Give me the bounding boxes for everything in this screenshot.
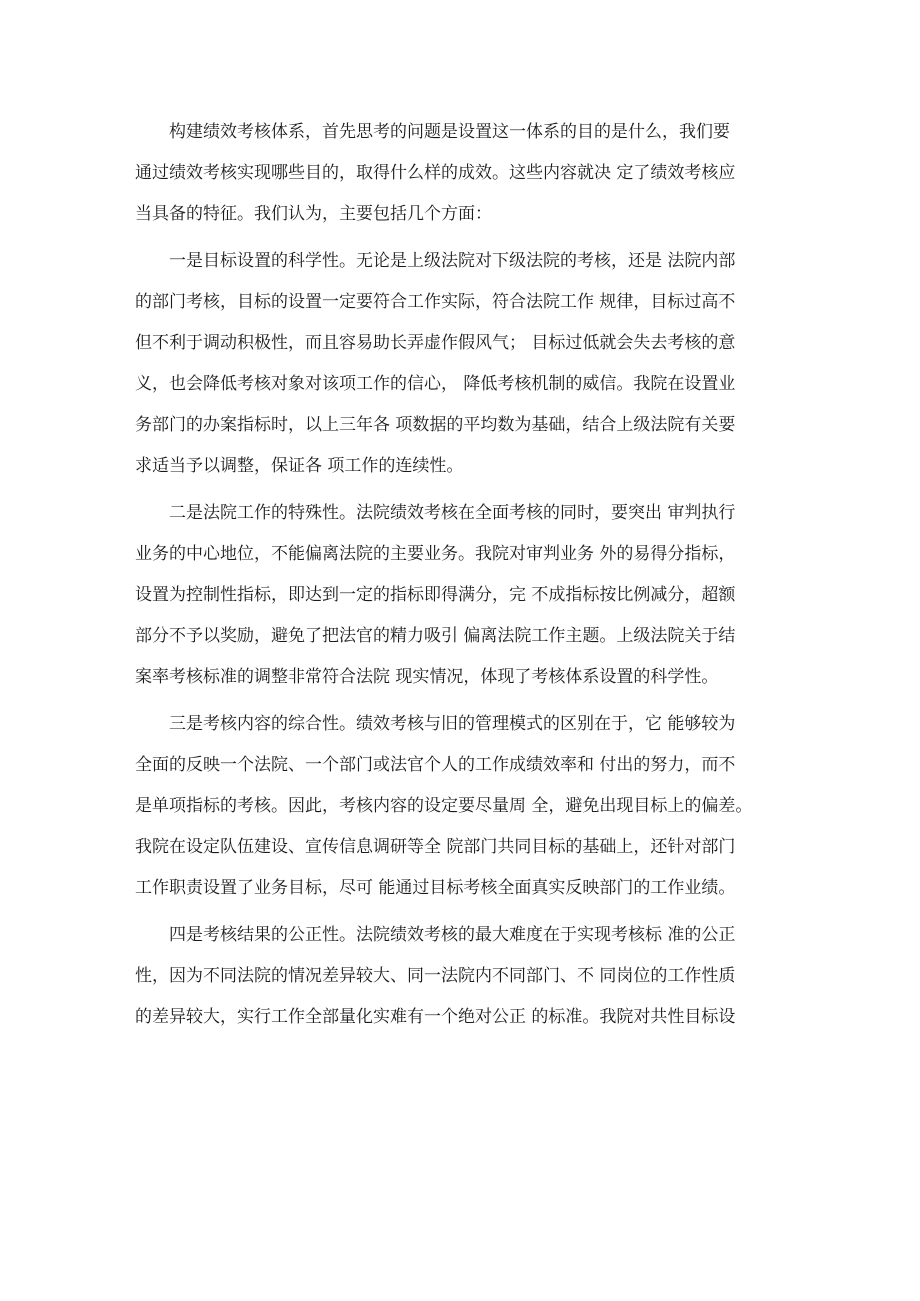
paragraph-intro: [135, 112, 795, 235]
text-line: 设置为控制性指标，即达到一定的指标即得满分，完 不成指标按比例减分，超额: [135, 585, 736, 605]
text-line: 三是考核内容的综合性。绩效考核与旧的管理模式的区别在于，它 能够较为: [169, 714, 736, 734]
text-line: 的差异较大，实行工作全部量化实难有一个绝对公正 的标准。我院对共性目标设: [135, 1007, 736, 1027]
text-line: 通过绩效考核实现哪些目的，取得什么样的成效。这些内容就决 定了绩效考核应: [135, 163, 736, 183]
text-line: 案率考核标准的调整非常符合法院 现实情况，体现了考核体系设置的科学性。: [135, 667, 719, 687]
text-line: 义，也会降低考核对象对该项工作的信心， 降低考核机制的威信。我院在设置业: [135, 374, 736, 394]
paragraph-scientific-goals: [135, 241, 795, 487]
text-line: 二是法院工作的特殊性。法院绩效考核在全面考核的同时，要突出 审判执行: [169, 503, 736, 523]
text-line: 全面的反映一个法院、一个部门或法官个人的工作成绩效率和 付出的努力，而不: [135, 755, 736, 775]
text-line: 的部门考核，目标的设置一定要符合工作实际，符合法院工作 规律，目标过高不: [135, 292, 736, 312]
text-line: 当具备的特征。我们认为，主要包括几个方面：: [135, 204, 492, 224]
text-line: 性，因为不同法院的情况差异较大、同一法院内不同部门、不 同岗位的工作性质: [135, 966, 736, 986]
text-line: 务部门的办案指标时，以上三年各 项数据的平均数为基础，结合上级法院有关要: [135, 415, 736, 435]
text-line: 我院在设定队伍建设、宣传信息调研等全 院部门共同目标的基础上，还针对部门: [135, 837, 736, 857]
document-body: [135, 112, 795, 1044]
paragraph-fairness: [135, 915, 795, 1038]
text-line: 四是考核结果的公正性。法院绩效考核的最大难度在于实现考核标 准的公正: [169, 925, 736, 945]
text-line: 构建绩效考核体系，首先思考的问题是设置这一体系的目的是什么，我们要: [169, 122, 730, 142]
text-line: 求适当予以调整，保证各 项工作的连续性。: [135, 456, 464, 476]
paragraph-comprehensiveness: [135, 704, 795, 909]
text-line: 工作职责设置了业务目标，尽可 能通过目标考核全面真实反映部门的工作业绩。: [135, 878, 736, 898]
text-line: 是单项指标的考核。因此，考核内容的设定要尽量周 全，避免出现目标上的偏差。: [135, 796, 753, 816]
text-line: 但不利于调动积极性，而且容易助长弄虚作假风气； 目标过低就会失去考核的意: [135, 333, 736, 353]
text-line: 部分不予以奖励，避免了把法官的精力吸引 偏离法院工作主题。上级法院关于结: [135, 626, 736, 646]
paragraph-particularity: [135, 493, 795, 698]
text-line: 业务的中心地位，不能偏离法院的主要业务。我院对审判业务 外的易得分指标，: [135, 544, 736, 564]
text-line: 一是目标设置的科学性。无论是上级法院对下级法院的考核，还是 法院内部: [169, 251, 736, 271]
